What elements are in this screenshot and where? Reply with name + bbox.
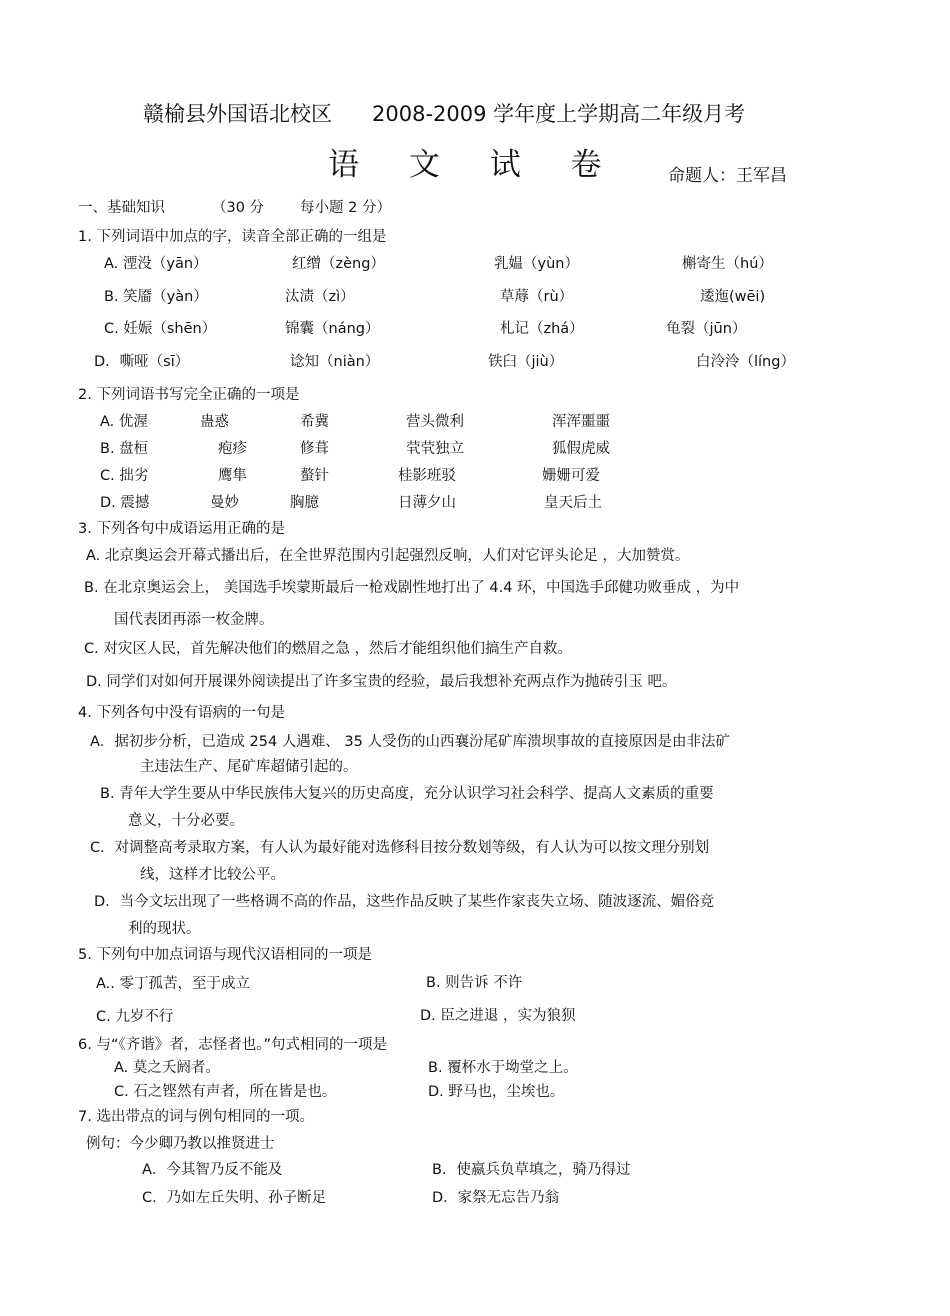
option-d-line1: D．当今文坛出现了一些格调不高的作品，这些作品反映了某些作家丧失立场、随波逐流、媚俗竞: [94, 894, 715, 910]
option-cell: 浑浑噩噩: [552, 414, 610, 430]
option-b-line2: 国代表团再添一枚金牌。: [114, 612, 274, 628]
option-cell: 汰渍（zì）: [285, 289, 355, 305]
option-a: A.. 零丁孤苦，至于成立: [96, 976, 250, 992]
option-d: D．家祭无忘告乃翁: [432, 1190, 560, 1206]
option-cell: C. 拙劣: [100, 468, 149, 484]
option-a: A. 北京奥运会开幕式播出后，在全世界范围内引起强烈反响，人们对它评头论足 ，大加赞赏。: [86, 548, 690, 564]
section-score: （30 分: [212, 200, 265, 216]
option-b-line1: B. 青年大学生要从中华民族伟大复兴的历史高度，充分认识学习社会科学、提高人文素质的重要: [100, 786, 714, 802]
option-d-line2: 利的现状。: [128, 921, 201, 937]
option-cell: 日薄夕山: [398, 495, 456, 511]
option-cell: D. 震撼: [100, 495, 150, 511]
option-cell: 皇天后土: [544, 495, 602, 511]
option-cell: 锦囊（náng）: [285, 321, 380, 337]
option-cell: 蛊惑: [200, 414, 229, 430]
option-cell: B. 盘桓: [100, 441, 149, 457]
option-cell: 螯针: [300, 468, 329, 484]
option-d: D. 臣之进退 ，实为狼狈: [420, 1008, 576, 1024]
option-c-line2: 线，这样才比较公平。: [140, 867, 285, 883]
school-name: 赣榆县外国语北校区: [143, 102, 332, 126]
option-cell: 胸臆: [290, 495, 319, 511]
option-cell: 铁臼（jiù）: [488, 354, 564, 370]
option-cell: 红缯（zèng）: [292, 256, 385, 272]
option-a: A. 莫之夭阏者。: [114, 1060, 220, 1076]
question-stem: 4. 下列各句中没有语病的一句是: [78, 705, 285, 721]
option-cell: 逶迤(wēi): [700, 289, 766, 305]
option-cell: 疱疹: [218, 441, 247, 457]
question-stem: 2. 下列词语书写完全正确的一项是: [78, 387, 300, 403]
option-cell: D．嘶哑（sī）: [94, 354, 190, 370]
option-cell: B. 笑靥（yàn）: [104, 289, 208, 305]
option-cell: 希冀: [300, 414, 329, 430]
option-c: C．乃如左丘失明、孙子断足: [142, 1190, 327, 1206]
question-stem: 5. 下列句中加点词语与现代汉语相同的一项是: [78, 947, 372, 963]
question-stem: 3. 下列各句中成语运用正确的是: [78, 521, 285, 537]
section-title: 一、基础知识: [78, 200, 165, 216]
option-cell: 龟裂（jūn）: [666, 321, 747, 337]
question-stem: 6. 与“《齐谐》者，志怪者也。”句式相同的一项是: [78, 1037, 387, 1053]
option-c: C. 对灾区人民，首先解决他们的燃眉之急 ，然后才能组织他们搞生产自救。: [84, 641, 572, 657]
option-cell: C. 妊娠（shēn）: [104, 321, 217, 337]
option-cell: 札记（zhá）: [500, 321, 584, 337]
question-stem: 1. 下列词语中加点的字，读音全部正确的一组是: [78, 229, 387, 245]
option-cell: A. 湮没（yān）: [104, 256, 208, 272]
option-cell: A. 优渥: [100, 414, 148, 430]
option-b-line1: B. 在北京奥运会上， 美国选手埃蒙斯最后一枪戏剧性地打出了 4.4 环，中国选手邱健功败垂成 ，为中: [84, 580, 740, 596]
option-cell: 营头微利: [406, 414, 464, 430]
question-stem: 7. 选出带点的词与例句相同的一项。: [78, 1109, 314, 1125]
section-per-score: 每小题 2 分）: [300, 200, 391, 216]
exam-term: 2008-2009 学年度上学期高二年级月考: [372, 102, 746, 126]
option-b: B. 则告诉 不许: [426, 975, 523, 991]
option-d: D. 同学们对如何开展课外阅读提出了许多宝贵的经验，最后我想补充两点作为抛砖引玉 吧。: [86, 674, 677, 690]
option-a-line2: 主违法生产、尾矿库超储引起的。: [140, 759, 358, 775]
page-title: 语 文 试 卷: [328, 147, 622, 183]
option-c: C. 九岁不行: [96, 1009, 174, 1025]
example-sentence: 例句：今少卿乃教以推贤进士: [86, 1136, 275, 1152]
option-cell: 鹰隼: [218, 468, 247, 484]
option-b: B. 覆杯水于坳堂之上。: [428, 1060, 578, 1076]
option-cell: 姗姗可爱: [542, 468, 600, 484]
option-cell: 曼妙: [210, 495, 239, 511]
option-cell: 茕茕独立: [406, 441, 464, 457]
option-cell: 槲寄生（hú）: [682, 256, 773, 272]
option-c: C. 石之铿然有声者，所在皆是也。: [114, 1084, 337, 1100]
option-d: D. 野马也，尘埃也。: [428, 1084, 565, 1100]
option-c-line1: C．对调整高考录取方案，有人认为最好能对选修科目按分数划等级，有人认为可以按文理分别划: [90, 840, 710, 856]
option-a: A．今其智乃反不能及: [142, 1162, 283, 1178]
author: 命题人：王军昌: [668, 166, 787, 186]
option-cell: 乳媪（yùn）: [494, 256, 579, 272]
option-b: B．使嬴兵负草填之，骑乃得过: [432, 1162, 631, 1178]
option-b-line2: 意义，十分必要。: [128, 813, 244, 829]
option-cell: 草蓐（rù）: [500, 289, 574, 305]
option-cell: 修葺: [300, 441, 329, 457]
option-cell: 桂影班驳: [398, 468, 456, 484]
option-cell: 谂知（niàn）: [290, 354, 380, 370]
option-a-line1: A．据初步分析，已造成 254 人遇难、 35 人受伤的山西襄汾尾矿库溃坝事故的直接原因是由非法矿: [90, 734, 730, 750]
option-cell: 白泠泠（líng）: [696, 354, 795, 370]
option-cell: 狐假虎威: [552, 441, 610, 457]
